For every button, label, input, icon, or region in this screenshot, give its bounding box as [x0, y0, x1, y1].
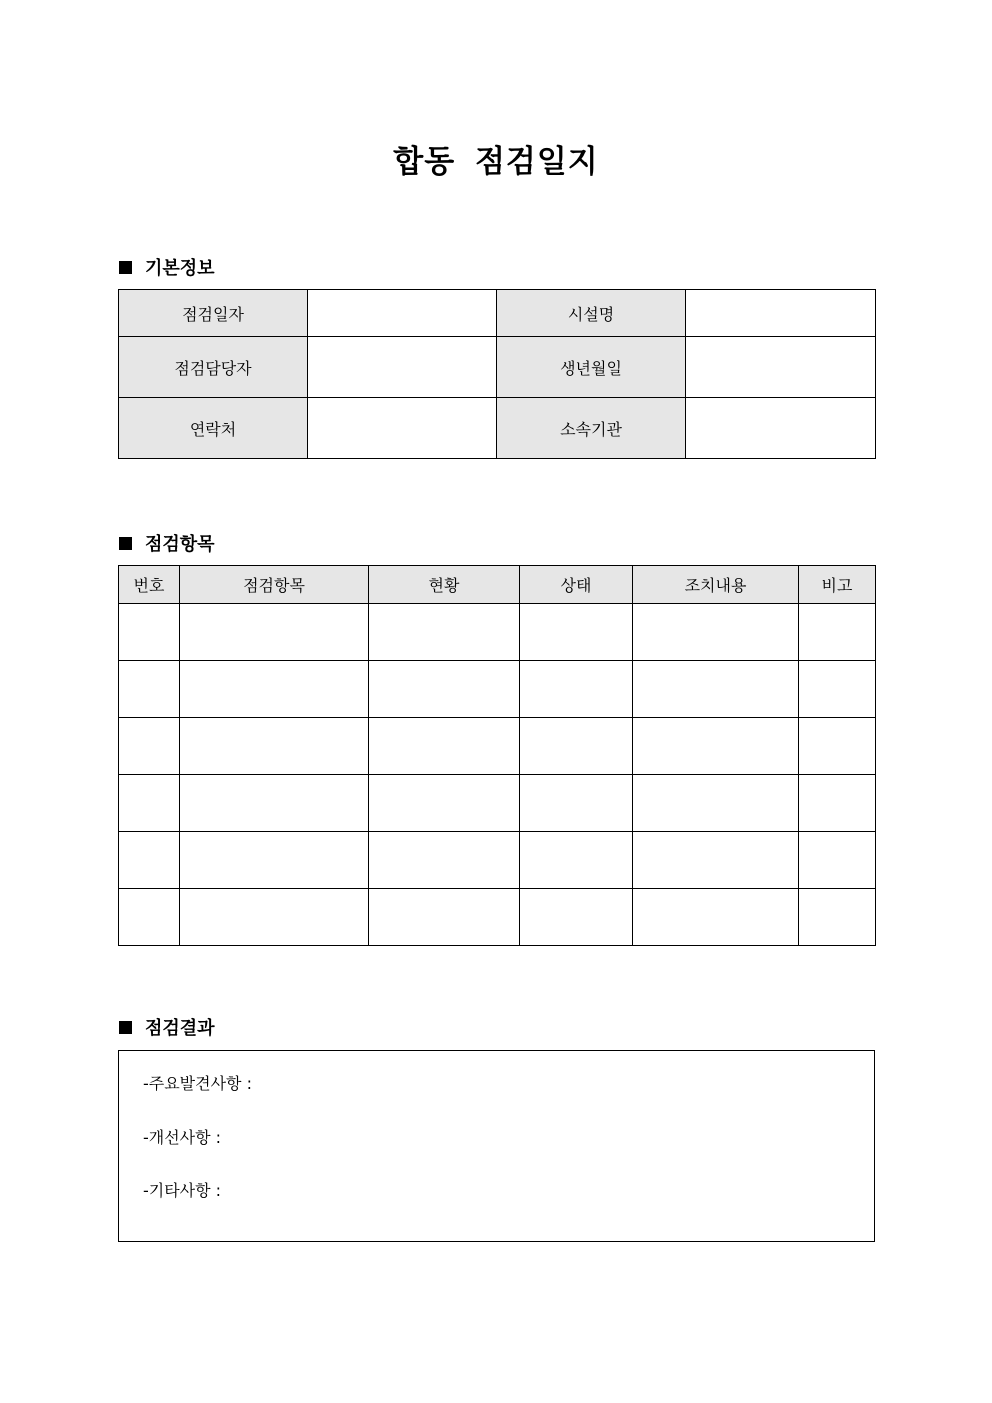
table-cell[interactable]	[119, 775, 180, 832]
table-cell[interactable]	[369, 889, 520, 946]
result-line-other-notes: -기타사항 :	[143, 1181, 222, 1200]
table-row	[119, 661, 876, 718]
field-inspector[interactable]	[308, 337, 497, 398]
table-cell[interactable]	[119, 604, 180, 661]
table-cell[interactable]	[520, 718, 633, 775]
table-cell[interactable]	[180, 889, 369, 946]
table-cell[interactable]	[520, 661, 633, 718]
table-cell[interactable]	[799, 604, 876, 661]
label-organization: 소속기관	[497, 398, 686, 459]
table-cell[interactable]	[119, 832, 180, 889]
table-cell[interactable]	[799, 889, 876, 946]
table-cell[interactable]	[633, 832, 799, 889]
column-header-condition: 상태	[520, 566, 633, 604]
inspection-items-table	[118, 565, 876, 946]
table-row	[119, 775, 876, 832]
table-cell[interactable]	[119, 661, 180, 718]
table-row	[119, 718, 876, 775]
black-square-icon	[119, 1021, 132, 1034]
label-contact: 연락처	[119, 398, 308, 459]
table-cell[interactable]	[799, 661, 876, 718]
table-cell[interactable]	[633, 775, 799, 832]
table-cell[interactable]	[369, 718, 520, 775]
label-birth-date: 생년월일	[497, 337, 686, 398]
table-cell[interactable]	[633, 661, 799, 718]
column-header-number: 번호	[119, 566, 180, 604]
label-inspector: 점검담당자	[119, 337, 308, 398]
table-cell[interactable]	[369, 775, 520, 832]
table-cell[interactable]	[633, 889, 799, 946]
basic-info-table	[118, 289, 876, 459]
table-row	[119, 398, 876, 459]
table-cell[interactable]	[520, 775, 633, 832]
label-inspection-date: 점검일자	[119, 290, 308, 337]
field-contact[interactable]	[308, 398, 497, 459]
table-row	[119, 337, 876, 398]
table-cell[interactable]	[520, 889, 633, 946]
table-cell[interactable]	[633, 718, 799, 775]
section-heading-inspection-items	[119, 530, 215, 556]
section-heading-results	[119, 1014, 215, 1040]
section-heading-label: 점검결과	[145, 1018, 215, 1039]
table-cell[interactable]	[180, 718, 369, 775]
table-cell[interactable]	[369, 604, 520, 661]
section-heading-label: 점검항목	[145, 534, 215, 555]
table-cell[interactable]	[633, 604, 799, 661]
table-cell[interactable]	[799, 718, 876, 775]
table-cell[interactable]	[119, 718, 180, 775]
black-square-icon	[119, 261, 132, 274]
table-cell[interactable]	[520, 604, 633, 661]
table-cell[interactable]	[180, 775, 369, 832]
column-header-action: 조치내용	[633, 566, 799, 604]
table-cell[interactable]	[799, 775, 876, 832]
label-facility-name: 시설명	[497, 290, 686, 337]
column-header-remarks: 비고	[799, 566, 876, 604]
result-line-major-findings: -주요발견사항 :	[143, 1074, 252, 1093]
field-facility-name[interactable]	[686, 290, 876, 337]
table-header-row	[119, 566, 876, 604]
table-cell[interactable]	[369, 832, 520, 889]
table-row	[119, 832, 876, 889]
column-header-status-quo: 현황	[369, 566, 520, 604]
result-line-improvements: -개선사항 :	[143, 1128, 222, 1147]
table-row	[119, 290, 876, 337]
table-cell[interactable]	[119, 889, 180, 946]
table-row	[119, 889, 876, 946]
field-birth-date[interactable]	[686, 337, 876, 398]
table-cell[interactable]	[180, 832, 369, 889]
section-heading-basic-info	[119, 254, 215, 280]
table-row	[119, 604, 876, 661]
results-box[interactable]	[118, 1050, 875, 1242]
field-inspection-date[interactable]	[308, 290, 497, 337]
table-cell[interactable]	[180, 661, 369, 718]
table-cell[interactable]	[799, 832, 876, 889]
table-cell[interactable]	[369, 661, 520, 718]
black-square-icon	[119, 537, 132, 550]
section-heading-label: 기본정보	[145, 258, 215, 279]
table-cell[interactable]	[180, 604, 369, 661]
table-cell[interactable]	[520, 832, 633, 889]
column-header-item: 점검항목	[180, 566, 369, 604]
field-organization[interactable]	[686, 398, 876, 459]
page-title: 합동 점검일지	[393, 144, 599, 180]
